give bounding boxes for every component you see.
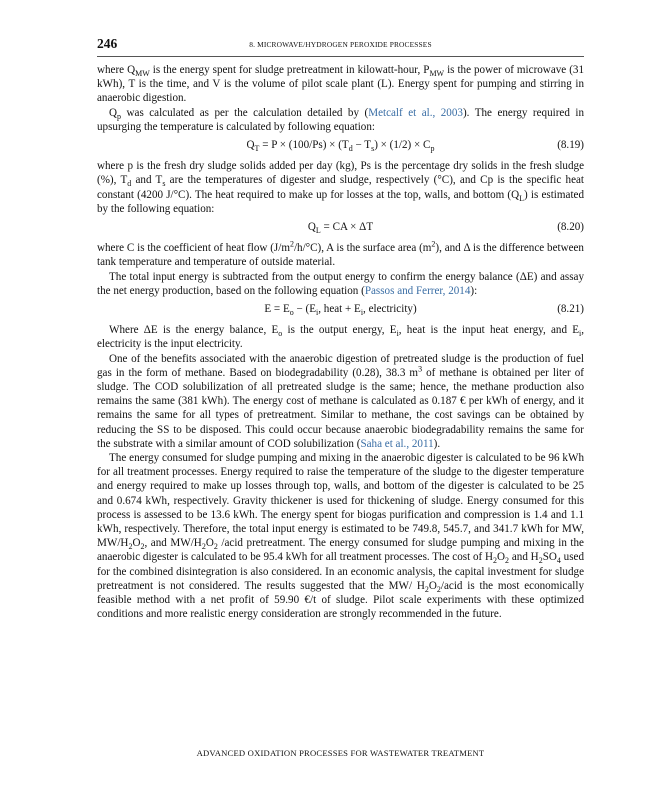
paragraph-heat-flow-definition: where C is the coefficient of heat flow $(J/m^2/h/^\circ C)$, A is the surface area $(m^2)$, and Δ is the difference between tank temperature and temperature of outside material. bbox=[97, 239, 584, 269]
equation-number: (8.20) bbox=[557, 221, 584, 234]
chapter-title: 8. MICROWAVE/HYDROGEN PEROXIDE PROCESSES bbox=[249, 40, 432, 49]
page-number: 246 bbox=[97, 36, 118, 51]
paragraph-qmw-definition: where $Q_{MW}$ is the energy spent for sludge pretreatment in kilowatt-hour, $P_{MW}$ is the power of microwave (31 kWh), T is the time, and V is the volume of pilot scale plant (L). Energy spent for pumping and stirring in anaerobic digestion. bbox=[97, 64, 584, 105]
header-rule bbox=[97, 56, 584, 57]
running-footer: ADVANCED OXIDATION PROCESSES FOR WASTEWATER TREATMENT bbox=[196, 748, 485, 758]
paragraph-energy-consumption: The energy consumed for sludge pumping and mixing in the anaerobic digester is calculated to be 96 kWh for all treatment processes. Energy required to raise the temperature of the sludge to the digester temperature and energy required to make up losses through top, walls, and bottom of the digester is calculated to be 25 and 0.674 kWh, respectively. Gravity thickener is used for thickening of sludge. Energy consumed for this process is assessed to be 13.6 kWh. The energy spent for biogas purification and compression is 1.4 and 1.1 kWh, respectively. Therefore, the total input energy is estimated to be 749.8, 545.7, and 341.7 kWh for MW, $MW/H_2O_2$, and $MW/H_2O_2$ /acid pretreatment. The energy consumed for sludge pumping and mixing in the anaerobic digester is calculated to be 95.4 kWh for all treatment processes. The cost of $H_2O_2$ and $H_2SO_4$ used for the combined disintegration is also considered. In an economic analysis, the capital investment for sludge pretreatment is not considered. The results suggested that the MW/ $H_2O_2$/acid is the most economically feasible method with a net profit of 59.90 €/t of sludge. Pilot scale experiments with these optimized conditions and more realistic energy consideration are strongly recommended in the future. bbox=[97, 452, 585, 621]
equation-8-19 bbox=[97, 138, 584, 152]
paragraph-methane-benefits: One of the benefits associated with the anaerobic digestion of pretreated sludge is the production of fuel gas in the form of methane. Based on biodegradability (0.28), 38.3 $m^3$ of methane is obtained per liter of sludge. The COD solubilization of all pretreated sludge is the same; hence, the methane production also remains the same (381 kWh). The energy cost of methane is calculated as 0.187 € per kWh of energy, and it remains the same for all types of pretreatment. Similar to methane, the cost savings can be obtained by reducing the SS to be disposed. This could occur because anaerobic biodegradability remains the same for the substrate with a similar amount of COD solubilization (Saha et al., 2011). bbox=[97, 352, 585, 450]
paragraph-energy-terms: Where ΔE is the energy balance, $E_o$ is the output energy, $E_i$, heat is the input heat energy, and $E_i$, electricity is the input electricity. bbox=[97, 324, 585, 351]
equation-number: (8.21) bbox=[557, 303, 584, 316]
citation-link[interactable]: Passos and Ferrer, 2014 bbox=[364, 284, 471, 297]
paragraph-variable-definitions: where p is the fresh dry sludge solids added per day (kg), Ps is the percentage dry solids in the fresh sludge (%), $T_d$ and $T_s$ are the temperatures of digester and sludge, respectively (°C), and Cp is the specific heat constant (4200 J/°C). The heat required to make up for losses at the top, walls, and bottom $(Q_L)$ is estimated by the following equation: bbox=[97, 160, 584, 215]
equation-formula: $Q_T = P \times (100/Ps) \times (T_d - T_s) \times (1/2) \times C_p$ bbox=[246, 139, 435, 154]
paragraph-energy-balance: The total input energy is subtracted from the output energy to confirm the energy balance (ΔE) and assay the net energy production, based on the following equation (Passos and Ferrer, 2014): bbox=[97, 270, 584, 297]
citation-link[interactable]: Metcalf et al., 2003 bbox=[368, 106, 463, 119]
paragraph-qp-calculation: $Q_p$ was calculated as per the calculation detailed by (Metcalf et al., 2003). The energy required in upsurging the temperature is calculated by following equation: bbox=[97, 106, 584, 133]
equation-formula: $E = E_o - (E_i$, heat + $E_i$, electricity) bbox=[264, 303, 417, 318]
equation-number: (8.19) bbox=[557, 139, 584, 152]
body-text bbox=[97, 63, 584, 621]
equation-8-21 bbox=[97, 302, 584, 316]
equation-formula: $Q_L$ = CA × ΔT bbox=[307, 221, 374, 236]
equation-8-20 bbox=[97, 220, 584, 234]
running-header bbox=[97, 36, 584, 54]
citation-link[interactable]: Saha et al., 2011 bbox=[360, 437, 434, 450]
